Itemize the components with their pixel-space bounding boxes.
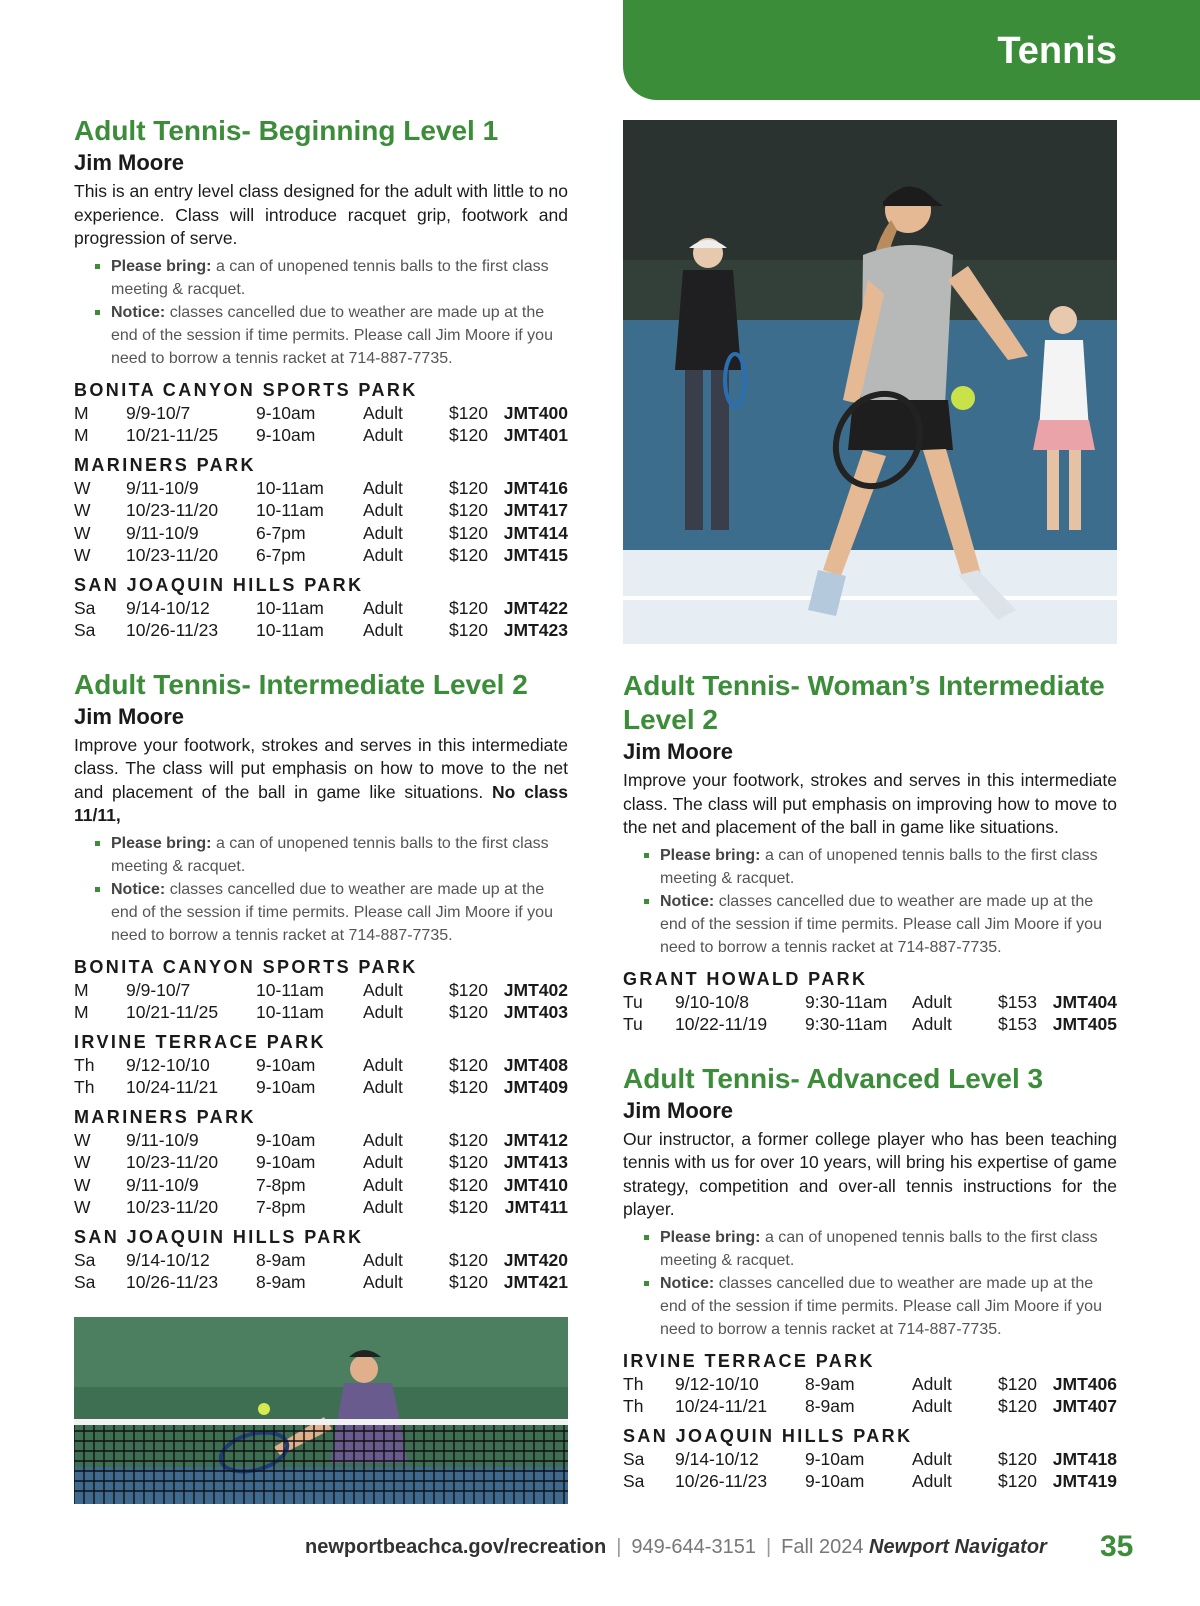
course-code: JMT414 [503, 522, 568, 543]
park-name: IRVINE TERRACE PARK [74, 1031, 326, 1052]
fee-cell: $120 [998, 1396, 1037, 1416]
fee-cell: $153 [998, 1014, 1037, 1034]
age-cell: Adult [363, 1152, 403, 1172]
fee-cell: $120 [449, 1152, 488, 1172]
course-code: JMT413 [503, 1152, 568, 1172]
dates-cell: 10/23-11/20 [126, 545, 219, 565]
schedule-row [74, 979, 568, 1002]
age-cell: Adult [912, 991, 952, 1012]
notice-note: Notice: classes cancelled due to weather are made up at the end of the session if time permits. Please call Jim Moore if you need to borrow a tennis racket at 714-887-7735. [660, 1272, 1117, 1341]
dates-cell: 9/14-10/12 [126, 1249, 210, 1270]
schedule-row [74, 1129, 568, 1152]
time-cell: 6-7pm [256, 522, 306, 543]
bring-note: Please bring: a can of unopened tennis balls to the first class meeting & racquet. [111, 832, 568, 878]
course-code: JMT417 [503, 500, 568, 520]
day-cell: W [74, 1197, 91, 1217]
fee-cell: $120 [449, 1197, 488, 1217]
day-cell: W [74, 522, 91, 543]
time-cell: 10-11am [256, 979, 324, 1000]
time-cell: 8-9am [256, 1272, 306, 1292]
dates-cell: 9/9-10/7 [126, 979, 191, 1000]
schedule [74, 378, 568, 642]
course-advanced [623, 1062, 1117, 1493]
day-cell: W [74, 1129, 91, 1150]
schedule-row [74, 1271, 568, 1294]
dates-cell: 9/10-10/8 [675, 991, 749, 1012]
footer-phone: 949-644-3151 [631, 1536, 756, 1558]
schedule [623, 967, 1117, 1036]
footer-url[interactable]: newportbeachca.gov/recreation [305, 1536, 607, 1558]
schedule-row [74, 424, 568, 447]
course-notes [74, 255, 568, 370]
park-name: BONITA CANYON SPORTS PARK [74, 956, 418, 977]
time-cell: 9-10am [805, 1448, 865, 1469]
fee-cell: $120 [449, 425, 488, 445]
age-cell: Adult [363, 545, 403, 565]
section-tab [623, 0, 1200, 100]
park-name: SAN JOAQUIN HILLS PARK [623, 1425, 913, 1446]
fee-cell: $120 [449, 1272, 488, 1292]
course-title: Adult Tennis- Beginning Level 1 [74, 115, 499, 146]
schedule-row [74, 597, 568, 620]
course-title: Adult Tennis- Advanced Level 3 [623, 1062, 1044, 1094]
fee-cell: $120 [449, 1054, 488, 1075]
age-cell: Adult [912, 1448, 952, 1469]
course-description: Improve your footwork, strokes and serves in this intermediate class. The class will put emphasis on improving how to move to the net and placement of the ball in game like situations. [623, 770, 1117, 837]
tennis-photo-woman [623, 120, 1117, 644]
time-cell: 10-11am [256, 1002, 324, 1022]
time-cell: 9-10am [256, 1152, 316, 1172]
dates-cell: 10/26-11/23 [126, 1272, 219, 1292]
dates-cell: 9/14-10/12 [675, 1448, 759, 1469]
fee-cell: $120 [449, 402, 488, 423]
dates-cell: 10/22-11/19 [675, 1014, 768, 1034]
time-cell: 8-9am [805, 1373, 855, 1394]
notice-note: Notice: classes cancelled due to weather are made up at the end of the session if time permits. Please call Jim Moore if you need to borrow a tennis racket at 714-887-7735. [111, 301, 568, 370]
course-code: JMT410 [503, 1174, 568, 1195]
day-cell: Sa [623, 1471, 645, 1491]
time-cell: 9:30-11am [805, 1014, 888, 1034]
dates-cell: 9/11-10/9 [126, 1174, 199, 1195]
age-cell: Adult [912, 1471, 952, 1491]
notice-note: Notice: classes cancelled due to weather are made up at the end of the session if time permits. Please call Jim Moore if you need to borrow a tennis racket at 714-887-7735. [660, 890, 1117, 959]
day-cell: Sa [74, 1272, 96, 1292]
fee-cell: $120 [449, 979, 488, 1000]
park-name: SAN JOAQUIN HILLS PARK [74, 1226, 364, 1247]
fee-cell: $120 [449, 597, 488, 618]
dates-cell: 10/24-11/21 [126, 1077, 219, 1097]
age-cell: Adult [363, 979, 403, 1000]
day-cell: M [74, 1002, 89, 1022]
schedule-row [74, 477, 568, 500]
course-code: JMT416 [503, 477, 568, 498]
day-cell: Sa [74, 1249, 96, 1270]
age-cell: Adult [912, 1014, 952, 1034]
fee-cell: $120 [449, 522, 488, 543]
dates-cell: 10/26-11/23 [675, 1471, 768, 1491]
instructor-name: Jim Moore [74, 150, 185, 175]
course-code: JMT423 [503, 620, 568, 640]
time-cell: 9:30-11am [805, 991, 888, 1012]
instructor-name: Jim Moore [623, 1097, 734, 1123]
schedule-row [623, 1013, 1117, 1036]
schedule [623, 1349, 1117, 1493]
dates-cell: 9/11-10/9 [126, 522, 199, 543]
fee-cell: $120 [449, 1249, 488, 1270]
day-cell: W [74, 1174, 91, 1195]
fee-cell: $120 [449, 1077, 488, 1097]
day-cell: W [74, 477, 91, 498]
schedule-row [74, 1001, 568, 1024]
schedule-row [74, 1151, 568, 1174]
day-cell: Th [623, 1396, 644, 1416]
schedule-row [623, 1470, 1117, 1493]
time-cell: 10-11am [256, 620, 324, 640]
day-cell: W [74, 500, 91, 520]
day-cell: Tu [623, 1014, 643, 1034]
no-class-note: No class 11/11, [74, 781, 568, 825]
fee-cell: $120 [449, 545, 488, 565]
day-cell: Th [74, 1054, 95, 1075]
course-code: JMT400 [503, 402, 568, 423]
time-cell: 7-8pm [256, 1174, 306, 1195]
park-name: GRANT HOWALD PARK [623, 968, 868, 989]
time-cell: 9-10am [256, 1129, 316, 1150]
course-code: JMT419 [1052, 1471, 1117, 1491]
schedule-row [623, 1395, 1117, 1418]
instructor-name: Jim Moore [623, 739, 734, 764]
bring-note: Please bring: a can of unopened tennis balls to the first class meeting & racquet. [660, 1226, 1117, 1272]
time-cell: 10-11am [256, 500, 324, 520]
bring-note: Please bring: a can of unopened tennis balls to the first class meeting & racquet. [660, 844, 1117, 890]
time-cell: 10-11am [256, 597, 324, 618]
course-code: JMT402 [503, 979, 568, 1000]
dates-cell: 9/14-10/12 [126, 597, 210, 618]
age-cell: Adult [363, 1002, 403, 1022]
course-notes [74, 832, 568, 947]
fee-cell: $153 [998, 991, 1037, 1012]
fee-cell: $120 [449, 1002, 488, 1022]
age-cell: Adult [363, 500, 403, 520]
course-intermediate [74, 668, 568, 1294]
schedule-row [74, 1174, 568, 1197]
day-cell: Th [74, 1077, 95, 1097]
age-cell: Adult [363, 1197, 403, 1217]
age-cell: Adult [363, 402, 403, 423]
course-code: JMT401 [503, 425, 568, 445]
dates-cell: 10/23-11/20 [126, 1152, 219, 1172]
park-name: MARINERS PARK [74, 1106, 256, 1127]
course-code: JMT405 [1052, 1014, 1117, 1034]
course-beginning [74, 114, 568, 642]
course-title: Adult Tennis- Woman’s Intermediate Level 2 [623, 670, 1105, 735]
day-cell: M [74, 979, 89, 1000]
day-cell: Sa [74, 597, 96, 618]
course-code: JMT409 [503, 1077, 568, 1097]
time-cell: 8-9am [805, 1396, 855, 1416]
day-cell: Sa [623, 1448, 645, 1469]
dates-cell: 9/11-10/9 [126, 1129, 199, 1150]
course-code: JMT406 [1052, 1373, 1117, 1394]
fee-cell: $120 [449, 477, 488, 498]
dates-cell: 9/11-10/9 [126, 477, 199, 498]
footer-magazine: Newport Navigator [869, 1536, 1047, 1558]
day-cell: W [74, 545, 91, 565]
notice-note: Notice: classes cancelled due to weather are made up at the end of the session if time permits. Please call Jim Moore if you need to borrow a tennis racket at 714-887-7735. [111, 878, 568, 947]
instructor-name: Jim Moore [74, 703, 185, 729]
schedule-row [74, 544, 568, 567]
fee-cell: $120 [998, 1373, 1037, 1394]
dates-cell: 10/23-11/20 [126, 500, 219, 520]
age-cell: Adult [912, 1396, 952, 1416]
right-column [623, 669, 1117, 1493]
fee-cell: $120 [998, 1471, 1037, 1491]
fee-cell: $120 [449, 1129, 488, 1150]
schedule-row [623, 1448, 1117, 1471]
dates-cell: 10/21-11/25 [126, 1002, 219, 1022]
time-cell: 10-11am [256, 477, 324, 498]
day-cell: W [74, 1152, 91, 1172]
course-code: JMT408 [503, 1054, 568, 1075]
course-code: JMT420 [503, 1249, 568, 1270]
fee-cell: $120 [449, 1174, 488, 1195]
course-description: This is an entry level class designed for the adult with little to no experience. Class will introduce racquet grip, footwork and progression of serve. [74, 181, 568, 248]
dates-cell: 10/21-11/25 [126, 425, 219, 445]
park-name: SAN JOAQUIN HILLS PARK [74, 574, 364, 595]
fee-cell: $120 [449, 500, 488, 520]
schedule-row [623, 1373, 1117, 1396]
time-cell: 6-7pm [256, 545, 306, 565]
age-cell: Adult [912, 1373, 952, 1394]
park-name: MARINERS PARK [74, 454, 256, 475]
age-cell: Adult [363, 1077, 403, 1097]
day-cell: Sa [74, 620, 96, 640]
course-code: JMT404 [1052, 991, 1117, 1012]
time-cell: 9-10am [805, 1471, 865, 1491]
age-cell: Adult [363, 1249, 403, 1270]
schedule [74, 955, 568, 1294]
dates-cell: 10/24-11/21 [675, 1396, 768, 1416]
age-cell: Adult [363, 597, 403, 618]
course-code: JMT403 [503, 1002, 568, 1022]
time-cell: 9-10am [256, 1054, 316, 1075]
age-cell: Adult [363, 1174, 403, 1195]
schedule-row [74, 1054, 568, 1077]
section-title: Tennis [997, 30, 1117, 72]
age-cell: Adult [363, 1272, 403, 1292]
age-cell: Adult [363, 1054, 403, 1075]
dates-cell: 9/12-10/10 [675, 1373, 759, 1394]
course-code: JMT422 [503, 597, 568, 618]
time-cell: 9-10am [256, 402, 316, 423]
course-description: Our instructor, a former college player who has been teaching tennis with us for over 10 years, will bring his expertise of game strategy, competition and over-all tennis instructions for the player. [623, 1128, 1117, 1219]
course-code: JMT415 [503, 545, 568, 565]
time-cell: 7-8pm [256, 1197, 306, 1217]
course-code: JMT407 [1052, 1396, 1117, 1416]
schedule-row [74, 402, 568, 425]
schedule-row [74, 1196, 568, 1219]
course-notes [623, 1226, 1117, 1341]
left-column [74, 114, 568, 1294]
fee-cell: $120 [998, 1448, 1037, 1469]
day-cell: M [74, 402, 89, 423]
course-code: JMT421 [503, 1272, 568, 1292]
dates-cell: 9/12-10/10 [126, 1054, 210, 1075]
course-code: JMT411 [504, 1197, 568, 1217]
day-cell: M [74, 425, 89, 445]
course-title: Adult Tennis- Intermediate Level 2 [74, 668, 528, 700]
schedule-row [74, 619, 568, 642]
course-description: Improve your footwork, strokes and serves in this intermediate class. The class will put emphasis on how to move to the net and placement of the ball in game like situations. No class 11/11, [74, 734, 568, 825]
day-cell: Th [623, 1373, 644, 1394]
dates-cell: 9/9-10/7 [126, 402, 191, 423]
schedule-row [623, 991, 1117, 1014]
course-code: JMT412 [503, 1129, 568, 1150]
time-cell: 9-10am [256, 1077, 316, 1097]
course-notes [623, 844, 1117, 959]
time-cell: 8-9am [256, 1249, 306, 1270]
page-footer: newportbeachca.gov/recreation | 949-644-3151 | Fall 2024 Newport Navigator [305, 1536, 1047, 1558]
bring-note: Please bring: a can of unopened tennis balls to the first class meeting & racquet. [111, 255, 568, 301]
day-cell: Tu [623, 991, 643, 1012]
tennis-photo-net [74, 1317, 568, 1504]
schedule-row [74, 499, 568, 522]
time-cell: 9-10am [256, 425, 316, 445]
course-womens [623, 669, 1117, 1036]
park-name: IRVINE TERRACE PARK [623, 1350, 875, 1371]
course-code: JMT418 [1052, 1448, 1117, 1469]
schedule-row [74, 1076, 568, 1099]
page-number: 35 [1100, 1530, 1134, 1563]
fee-cell: $120 [449, 620, 488, 640]
age-cell: Adult [363, 1129, 403, 1150]
schedule-row [74, 1249, 568, 1272]
age-cell: Adult [363, 477, 403, 498]
age-cell: Adult [363, 620, 403, 640]
dates-cell: 10/26-11/23 [126, 620, 219, 640]
dates-cell: 10/23-11/20 [126, 1197, 219, 1217]
footer-season: Fall 2024 [781, 1536, 864, 1558]
age-cell: Adult [363, 522, 403, 543]
age-cell: Adult [363, 425, 403, 445]
schedule-row [74, 522, 568, 545]
park-name: BONITA CANYON SPORTS PARK [74, 379, 418, 400]
